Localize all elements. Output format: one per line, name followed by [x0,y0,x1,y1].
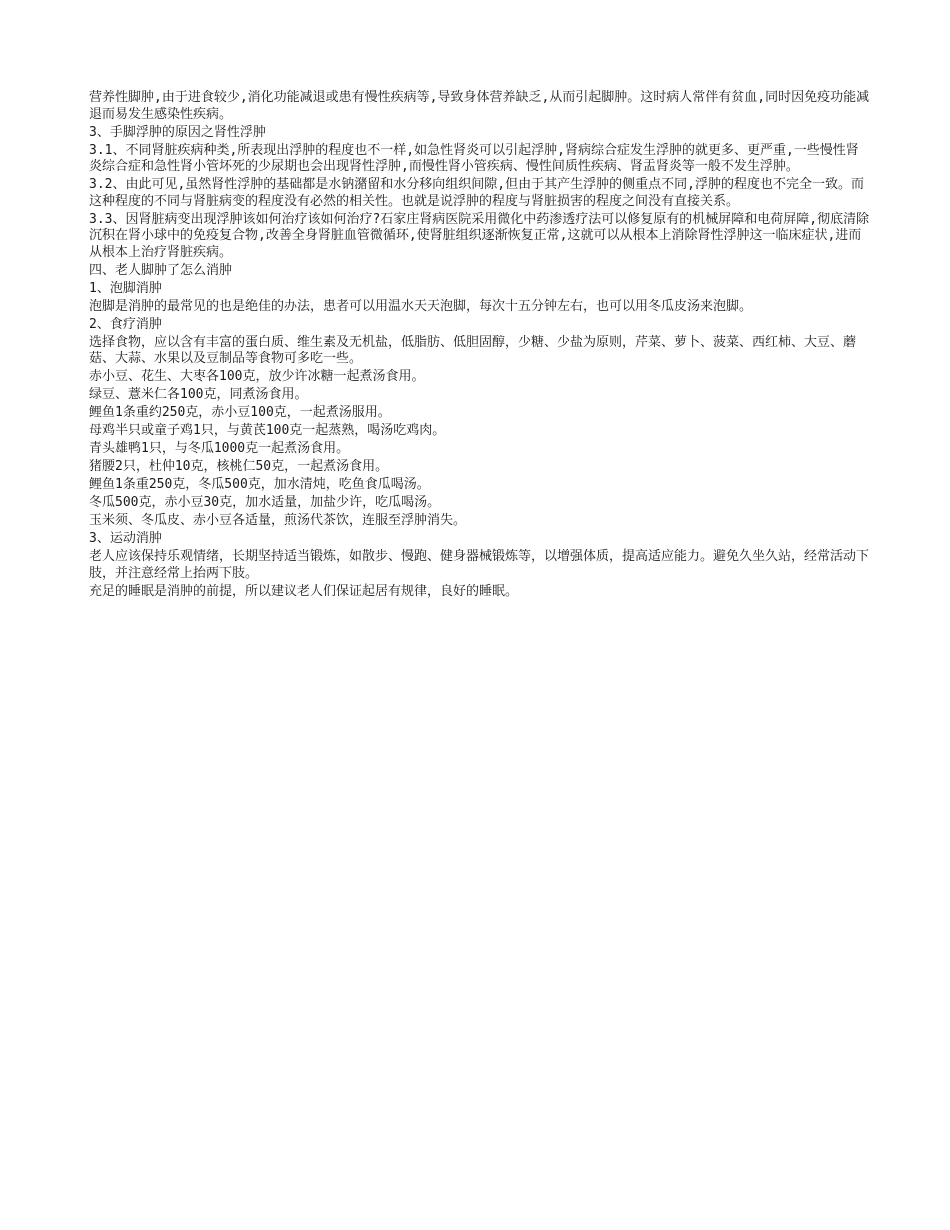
paragraph-3-3: 3.3、因肾脏病变出现浮肿该如何治疗该如何治疗?石家庄肾病医院采用微化中药渗透疗法可以修复原有的机械屏障和电荷屏障,彻底清除沉积在肾小球中的免疫复合物,改善全身肾脏血管微循环,使肾脏组织逐渐恢复正常,这就可以从根本上消除肾性浮肿这一临床症状,进而从根本上治疗肾脏疾病。 [89,211,870,260]
heading-exercise: 3、运动消肿 [89,531,162,546]
heading-diet-therapy: 2、食疗消肿 [89,316,162,332]
recipe-item: 绿豆、薏米仁各100克，同煮汤食用。 [89,387,308,402]
heading-elderly-foot-swelling: 四、老人脚肿了怎么消肿 [89,262,233,278]
heading-renal-edema: 3、手脚浮肿的原因之肾性浮肿 [89,124,266,140]
heading-foot-soak: 1、泡脚消肿 [89,280,162,296]
paragraph-3-1: 3.1、不同肾脏疾病种类,所表现出浮肿的程度也不一样,如急性肾炎可以引起浮肿,肾病综合症发生浮肿的就更多、更严重,一些慢性肾炎综合症和急性肾小管坏死的少尿期也会出现肾性浮肿,而慢性肾小管疾病、慢性间质性疾病、肾盂肾炎等一般不发生浮肿。 [89,142,859,174]
recipe-item: 母鸡半只或童子鸡1只，与黄芪100克一起蒸熟，喝汤吃鸡肉。 [89,423,446,438]
recipe-item: 青头雄鸭1只，与冬瓜1000克一起煮汤食用。 [89,441,350,456]
paragraph-diet-principles: 选择食物，应以含有丰富的蛋白质、维生素及无机盐，低脂肪、低胆固醇，少糖、少盐为原则，芹菜、萝卜、菠菜、西红柿、大豆、蘑菇、大蒜、水果以及豆制品等食物可多吃一些。 [89,334,857,366]
paragraph-exercise: 老人应该保持乐观情绪，长期坚持适当锻炼，如散步、慢跑、健身器械锻炼等，以增强体质，提高适应能力。避免久坐久站，经常活动下肢，并注意经常上抬两下肢。 [89,549,870,581]
recipe-item: 赤小豆、花生、大枣各100克，放少许冰糖一起煮汤食用。 [89,369,425,384]
document-page [89,90,871,602]
recipe-item: 猪腰2只，杜仲10克，核桃仁50克，一起煮汤食用。 [89,459,389,474]
paragraph-malnutrition-edema: 营养性脚肿,由于进食较少,消化功能减退或患有慢性疾病等,导致身体营养缺乏,从而引起脚肿。这时病人常伴有贫血,同时因免疫功能减退而易发生感染性疾病。 [89,90,870,122]
recipe-item: 鲤鱼1条重约250克，赤小豆100克，一起煮汤服用。 [89,405,391,420]
paragraph-foot-soak: 泡脚是消肿的最常见的也是绝佳的办法，患者可以用温水天天泡脚，每次十五分钟左右，也可以用冬瓜皮汤来泡脚。 [89,298,753,314]
recipe-item: 鲤鱼1条重250克，冬瓜500克，加水清炖，吃鱼食瓜喝汤。 [89,477,430,492]
paragraph-3-2: 3.2、由此可见,虽然肾性浮肿的基础都是水钠潴留和水分移向组织间隙,但由于其产生浮肿的侧重点不同,浮肿的程度也不完全一致。而这种程度的不同与肾脏病变的程度没有必然的相关性。也就是说浮肿的程度与肾脏损害的程度之间没有直接关系。 [89,177,864,209]
recipe-item: 玉米须、冬瓜皮、赤小豆各适量，煎汤代茶饮，连服至浮肿消失。 [89,513,467,528]
paragraph-sleep: 充足的睡眠是消肿的前提，所以建议老人们保证起居有规律，良好的睡眠。 [89,583,519,599]
recipe-item: 冬瓜500克，赤小豆30克，加水适量，加盐少许，吃瓜喝汤。 [89,495,441,510]
